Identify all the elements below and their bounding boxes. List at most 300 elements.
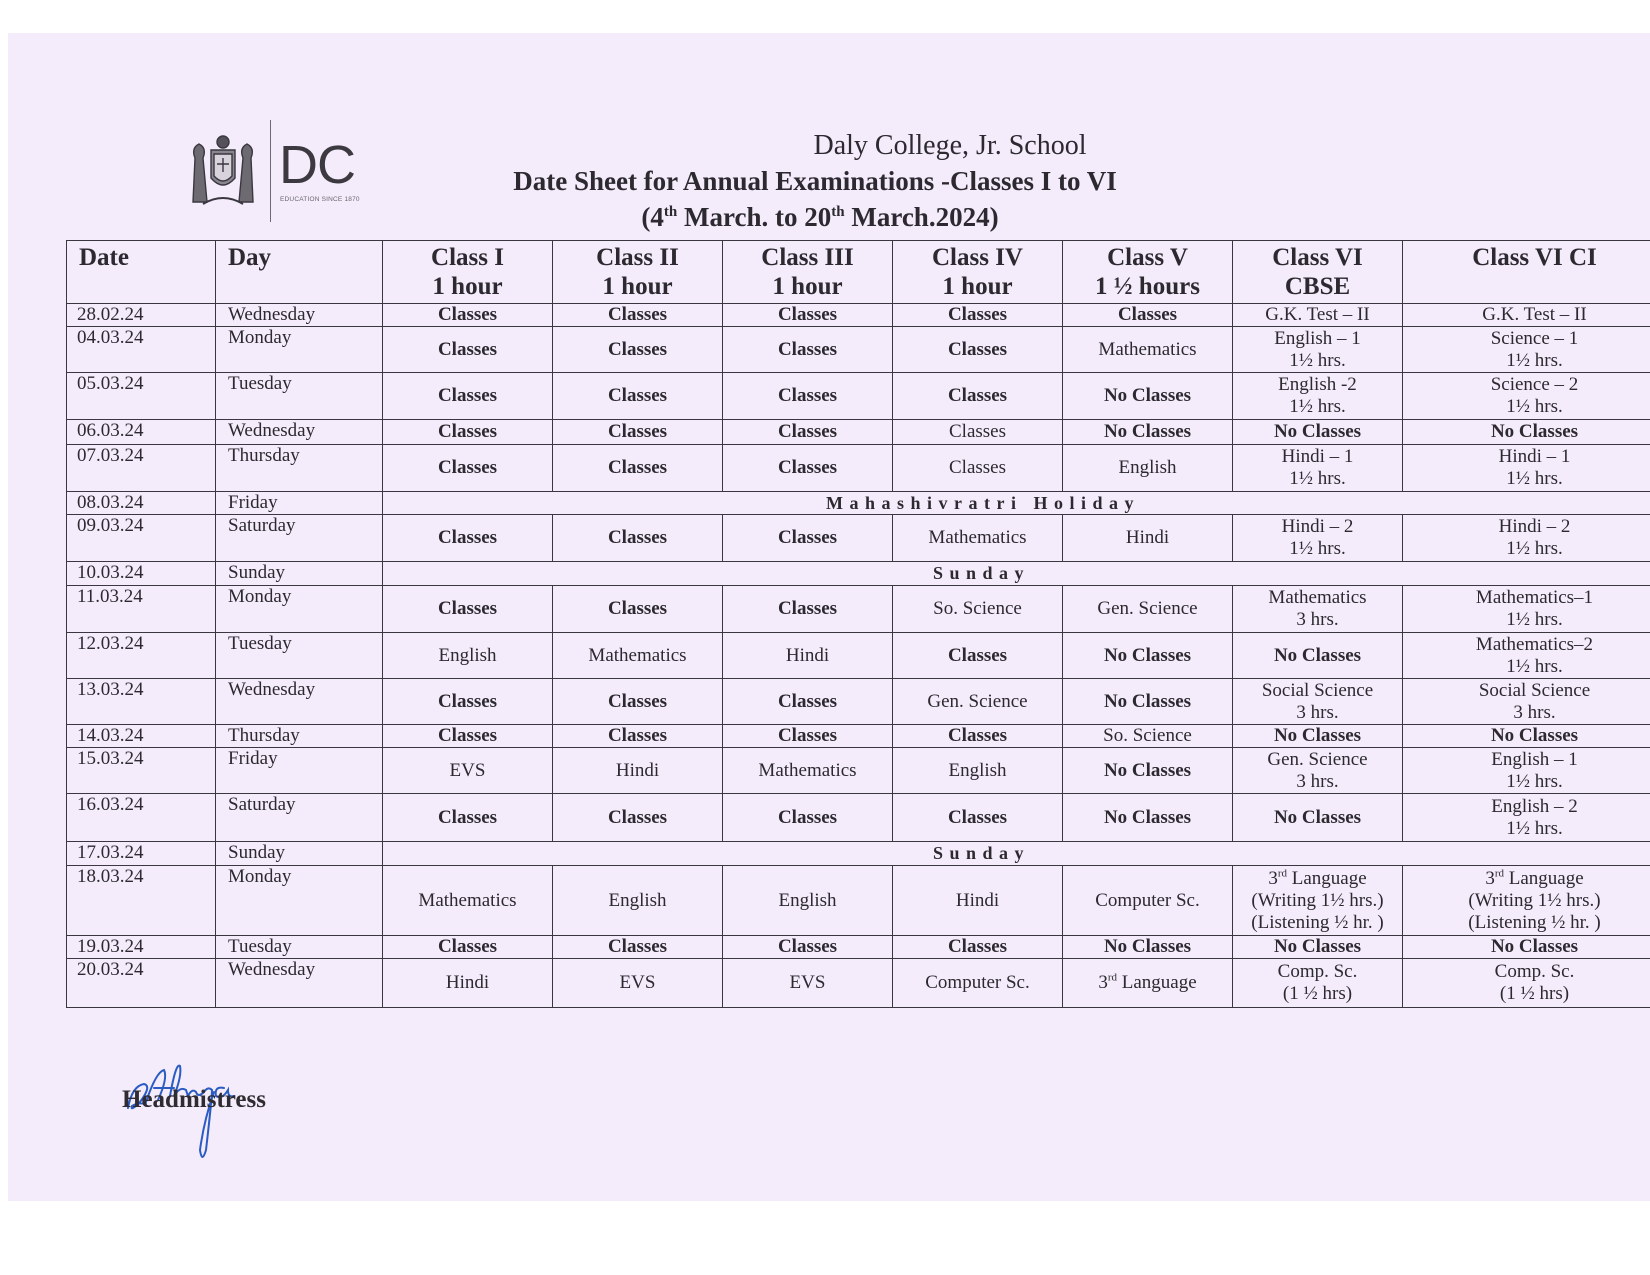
exam-cell-line: Classes <box>947 338 1008 360</box>
column-header <box>553 241 723 304</box>
exam-cell <box>723 748 893 794</box>
exam-cell <box>723 959 893 1008</box>
exam-cell <box>723 445 893 492</box>
exam-cell-line: English <box>438 644 497 666</box>
exam-cell-line: 1½ hrs. <box>1506 468 1563 489</box>
exam-cell-line: Mathematics <box>1268 587 1367 608</box>
day-cell: Thursday <box>216 725 383 748</box>
column-title: Date <box>79 244 129 271</box>
exam-cell <box>383 327 553 373</box>
exam-cell-line: Science – 1 <box>1490 327 1579 349</box>
exam-cell-line: Classes <box>777 527 838 548</box>
exam-cell <box>1233 748 1403 794</box>
day-cell: Monday <box>216 866 383 936</box>
exam-cell <box>383 586 553 633</box>
exam-cell <box>383 679 553 725</box>
exam-cell-line: Hindi <box>615 759 660 781</box>
exam-cell-line: G.K. Test – II <box>1482 304 1587 325</box>
column-duration: 1 ½ hours <box>1095 273 1200 300</box>
exam-cell <box>723 794 893 842</box>
exam-cell <box>1063 445 1233 492</box>
exam-cell <box>1403 327 1650 373</box>
exam-cell <box>553 586 723 633</box>
exam-cell <box>553 445 723 492</box>
exam-cell-line: English <box>948 759 1007 781</box>
table-row <box>67 842 1650 866</box>
exam-cell <box>1233 327 1403 373</box>
exam-cell-line: Hindi – 1 <box>1281 446 1354 467</box>
exam-period: (4th March. to 20th March.2024) <box>641 202 999 232</box>
exam-cell <box>383 959 553 1008</box>
exam-cell <box>723 327 893 373</box>
column-title: Class III <box>761 244 854 271</box>
exam-cell <box>893 936 1063 959</box>
exam-cell-line: Classes <box>607 806 668 828</box>
exam-cell-line: Classes <box>777 338 838 360</box>
exam-cell-line: Computer Sc. <box>1095 889 1200 911</box>
exam-cell <box>1063 633 1233 679</box>
exam-cell <box>1063 304 1233 327</box>
exam-cell <box>383 725 553 748</box>
exam-cell <box>893 304 1063 327</box>
exam-cell <box>1063 586 1233 633</box>
exam-cell-line: Classes <box>777 936 838 957</box>
day-cell: Wednesday <box>216 420 383 445</box>
exam-cell <box>893 679 1063 725</box>
exam-cell-line: Classes <box>437 457 498 478</box>
exam-cell <box>893 794 1063 842</box>
exam-cell-line: Classes <box>777 385 838 406</box>
table-row <box>67 562 1650 586</box>
exam-cell <box>1233 633 1403 679</box>
date-cell: 11.03.24 <box>67 586 216 633</box>
exam-cell-line: Classes <box>607 304 668 325</box>
exam-cell <box>1233 959 1403 1008</box>
column-header <box>1063 241 1233 304</box>
day-cell: Wednesday <box>216 679 383 725</box>
exam-cell <box>1233 515 1403 562</box>
exam-cell <box>723 725 893 748</box>
exam-cell-line: Classes <box>777 806 838 828</box>
exam-cell-line: 1½ hrs. <box>1506 609 1563 630</box>
exam-cell <box>1233 936 1403 959</box>
table-row <box>67 679 1650 725</box>
exam-cell <box>1063 794 1233 842</box>
exam-cell-line: Classes <box>437 936 498 957</box>
exam-cell-line: 1½ hrs. <box>1506 655 1563 677</box>
logo-tagline: EDUCATION SINCE 1870 <box>280 196 360 203</box>
exam-cell <box>553 959 723 1008</box>
column-header <box>1233 241 1403 304</box>
exam-cell-line: Social Science <box>1478 679 1591 701</box>
column-header <box>67 241 216 304</box>
exam-cell <box>383 304 553 327</box>
exam-cell <box>893 586 1063 633</box>
exam-cell-line: Mathematics–2 <box>1475 633 1594 655</box>
column-duration: 1 hour <box>772 273 843 300</box>
date-cell: 06.03.24 <box>67 420 216 445</box>
exam-cell-line: Hindi – 1 <box>1498 446 1571 467</box>
school-name: Daly College, Jr. School <box>813 130 1087 161</box>
day-cell: Monday <box>216 327 383 373</box>
exam-cell <box>1403 866 1650 936</box>
exam-cell-line: (1 ½ hrs) <box>1499 983 1570 1004</box>
exam-cell-line: No Classes <box>1490 936 1579 957</box>
exam-cell <box>383 515 553 562</box>
column-title: Day <box>228 244 272 271</box>
exam-cell-line: No Classes <box>1273 806 1362 828</box>
table-row <box>67 794 1650 842</box>
exam-cell-line: Classes <box>777 457 838 478</box>
exam-cell-line: 1½ hrs. <box>1289 349 1346 371</box>
day-cell: Tuesday <box>216 936 383 959</box>
exam-cell-line: So. Science <box>933 598 1022 619</box>
exam-cell-line: 3 hrs. <box>1296 701 1339 723</box>
logo-wordmark: DC <box>279 135 355 195</box>
exam-cell-line: Classes <box>777 690 838 712</box>
column-header <box>1403 241 1650 304</box>
exam-cell-line: Classes <box>777 725 838 746</box>
day-cell: Monday <box>216 586 383 633</box>
exam-cell-line: (Writing 1½ hrs.) <box>1468 889 1601 911</box>
table-row <box>67 866 1650 936</box>
exam-cell-line: No Classes <box>1273 936 1362 957</box>
exam-cell-line: Classes <box>437 725 498 746</box>
column-title: Class V <box>1107 244 1188 271</box>
exam-cell-line: Science – 2 <box>1490 374 1579 395</box>
exam-cell-line: 1½ hrs. <box>1289 468 1346 489</box>
table-header-row <box>67 241 1650 304</box>
table-row <box>67 959 1650 1008</box>
date-cell: 28.02.24 <box>67 304 216 327</box>
exam-cell-line: 1½ hrs. <box>1289 538 1346 559</box>
exam-cell <box>553 327 723 373</box>
exam-cell <box>893 748 1063 794</box>
exam-cell <box>1063 327 1233 373</box>
exam-cell-line: No Classes <box>1490 725 1579 746</box>
exam-cell <box>383 936 553 959</box>
date-cell: 13.03.24 <box>67 679 216 725</box>
exam-cell <box>1063 725 1233 748</box>
exam-cell-line: Hindi – 2 <box>1498 516 1571 537</box>
exam-cell-line: No Classes <box>1273 644 1362 666</box>
day-cell: Saturday <box>216 515 383 562</box>
exam-cell-line: Classes <box>947 644 1008 666</box>
exam-cell-line: 3 hrs. <box>1296 609 1339 630</box>
exam-cell <box>893 633 1063 679</box>
exam-cell-line: 1½ hrs. <box>1506 538 1563 559</box>
exam-cell-line: Classes <box>607 936 668 957</box>
exam-cell <box>893 373 1063 420</box>
exam-cell-line: Gen. Science <box>927 690 1028 712</box>
exam-cell-line: (1 ½ hrs) <box>1282 983 1353 1004</box>
exam-cell-line: Classes <box>437 598 498 619</box>
date-cell: 12.03.24 <box>67 633 216 679</box>
exam-cell-line: Classes <box>607 598 668 619</box>
exam-cell-line: 3 hrs. <box>1513 701 1556 723</box>
exam-cell-line: Mathematics <box>758 759 857 781</box>
date-cell: 19.03.24 <box>67 936 216 959</box>
exam-cell <box>1233 866 1403 936</box>
exam-cell <box>723 515 893 562</box>
exam-cell-line: Mathematics <box>1098 338 1197 360</box>
exam-cell-line: English <box>608 889 667 911</box>
exam-cell <box>723 586 893 633</box>
exam-cell-line: EVS <box>789 972 826 993</box>
exam-cell-line: Hindi <box>445 972 490 993</box>
exam-cell-line: No Classes <box>1103 421 1192 442</box>
exam-cell <box>1063 866 1233 936</box>
exam-cell <box>893 866 1063 936</box>
exam-cell <box>553 936 723 959</box>
exam-cell <box>723 420 893 445</box>
day-cell: Friday <box>216 748 383 794</box>
exam-cell <box>383 866 553 936</box>
exam-cell-line: Classes <box>947 304 1008 325</box>
exam-cell-line: 1½ hrs. <box>1506 817 1563 839</box>
date-cell: 14.03.24 <box>67 725 216 748</box>
exam-cell-line: Classes <box>947 806 1008 828</box>
exam-cell <box>1233 304 1403 327</box>
exam-cell <box>553 679 723 725</box>
exam-cell <box>1403 586 1650 633</box>
table-body <box>67 304 1650 1008</box>
day-cell: Sunday <box>216 562 383 586</box>
document-title: Date Sheet for Annual Examinations -Classes I to VI <box>513 166 1117 196</box>
exam-cell <box>383 373 553 420</box>
exam-cell <box>893 327 1063 373</box>
exam-cell-line: English – 2 <box>1491 795 1578 817</box>
exam-cell-line: (Writing 1½ hrs.) <box>1251 889 1384 911</box>
exam-cell <box>1403 936 1650 959</box>
exam-cell <box>723 936 893 959</box>
exam-cell-line: 3rd Language <box>1268 867 1367 889</box>
exam-cell-line: Classes <box>777 421 838 442</box>
exam-cell-line: Classes <box>437 421 498 442</box>
exam-cell <box>1403 515 1650 562</box>
column-header <box>893 241 1063 304</box>
day-cell: Wednesday <box>216 959 383 1008</box>
exam-cell <box>1063 373 1233 420</box>
column-title: Class II <box>596 244 679 271</box>
exam-cell-line: Classes <box>949 421 1006 442</box>
exam-cell <box>723 866 893 936</box>
exam-cell <box>1403 679 1650 725</box>
exam-cell-line: 1½ hrs. <box>1506 396 1563 417</box>
column-header <box>216 241 383 304</box>
exam-cell <box>1063 748 1233 794</box>
exam-cell-line: Classes <box>607 421 668 442</box>
exam-cell-line: Hindi <box>785 644 830 666</box>
table-row <box>67 373 1650 420</box>
exam-cell-line: Classes <box>607 725 668 746</box>
table-row <box>67 725 1650 748</box>
exam-cell-line: No Classes <box>1490 421 1579 442</box>
exam-cell <box>553 866 723 936</box>
exam-cell-line: Computer Sc. <box>925 972 1030 993</box>
exam-cell <box>1403 633 1650 679</box>
exam-cell <box>1403 725 1650 748</box>
exam-cell <box>553 633 723 679</box>
exam-cell <box>1233 794 1403 842</box>
exam-cell-line: Classes <box>437 806 498 828</box>
exam-cell-line: Classes <box>437 527 498 548</box>
exam-cell <box>553 304 723 327</box>
exam-cell <box>1233 586 1403 633</box>
signatory-title: Headmistress <box>122 1086 266 1113</box>
exam-cell-line: (Listening ½ hr. ) <box>1251 911 1384 933</box>
column-title: Class VI <box>1272 244 1363 271</box>
table-row <box>67 633 1650 679</box>
column-header <box>383 241 553 304</box>
holiday-banner: Mahashivratri Holiday <box>383 492 1650 515</box>
date-cell: 08.03.24 <box>67 492 216 515</box>
exam-cell-line: Mathematics <box>928 527 1027 548</box>
exam-cell-line: English – 1 <box>1274 327 1361 349</box>
date-cell: 18.03.24 <box>67 866 216 936</box>
column-header <box>723 241 893 304</box>
exam-cell-line: No Classes <box>1103 690 1192 712</box>
exam-cell-line: G.K. Test – II <box>1265 304 1370 325</box>
exam-cell-line: Classes <box>607 690 668 712</box>
exam-cell-line: Social Science <box>1261 679 1374 701</box>
exam-cell-line: No Classes <box>1273 725 1362 746</box>
exam-cell-line: No Classes <box>1103 644 1192 666</box>
exam-cell-line: Classes <box>947 725 1008 746</box>
exam-cell <box>1233 373 1403 420</box>
exam-cell <box>1063 420 1233 445</box>
exam-cell <box>383 794 553 842</box>
exam-cell <box>1403 304 1650 327</box>
exam-cell-line: EVS <box>619 972 656 993</box>
column-title: Class IV <box>932 244 1023 271</box>
exam-cell-line: Mathematics <box>588 644 687 666</box>
exam-cell-line: Mathematics–1 <box>1475 587 1594 608</box>
exam-cell-line: 3rd Language <box>1485 867 1584 889</box>
table-row <box>67 936 1650 959</box>
exam-cell <box>553 420 723 445</box>
exam-cell-line: Classes <box>949 457 1006 478</box>
exam-cell-line: Comp. Sc. <box>1494 961 1575 982</box>
exam-cell <box>553 794 723 842</box>
exam-cell-line: English <box>778 889 837 911</box>
exam-cell <box>553 515 723 562</box>
exam-cell <box>383 445 553 492</box>
date-cell: 04.03.24 <box>67 327 216 373</box>
exam-cell-line: No Classes <box>1103 385 1192 406</box>
exam-cell <box>1063 936 1233 959</box>
table-row <box>67 304 1650 327</box>
date-cell: 15.03.24 <box>67 748 216 794</box>
exam-cell <box>1233 420 1403 445</box>
table-row <box>67 515 1650 562</box>
exam-cell <box>893 445 1063 492</box>
exam-cell-line: Gen. Science <box>1267 748 1368 770</box>
column-duration: CBSE <box>1284 273 1351 300</box>
day-cell: Tuesday <box>216 373 383 420</box>
sunday-banner: Sunday <box>383 842 1650 866</box>
date-sheet-table <box>66 240 1650 1008</box>
exam-cell <box>553 725 723 748</box>
exam-cell <box>1063 959 1233 1008</box>
exam-cell-line: Hindi <box>955 889 1000 911</box>
exam-cell-line: EVS <box>449 759 486 781</box>
exam-cell-line: 1½ hrs. <box>1506 770 1563 792</box>
exam-cell <box>553 373 723 420</box>
column-title: Class I <box>431 244 504 271</box>
exam-cell-line: No Classes <box>1103 806 1192 828</box>
exam-cell <box>893 959 1063 1008</box>
exam-cell-line: No Classes <box>1103 936 1192 957</box>
exam-cell-line: Classes <box>437 338 498 360</box>
day-cell: Wednesday <box>216 304 383 327</box>
exam-cell <box>1403 959 1650 1008</box>
exam-cell <box>723 304 893 327</box>
column-duration: 1 hour <box>942 273 1013 300</box>
column-title: Class VI CI <box>1472 244 1597 271</box>
exam-cell-line: Classes <box>777 598 838 619</box>
exam-cell <box>723 373 893 420</box>
exam-cell <box>723 679 893 725</box>
date-cell: 05.03.24 <box>67 373 216 420</box>
date-cell: 20.03.24 <box>67 959 216 1008</box>
exam-cell-line: Classes <box>607 385 668 406</box>
column-duration: 1 hour <box>602 273 673 300</box>
exam-cell-line: No Classes <box>1103 759 1192 781</box>
sunday-banner: Sunday <box>383 562 1650 586</box>
table-row <box>67 445 1650 492</box>
exam-cell-line: English -2 <box>1278 374 1357 395</box>
exam-cell <box>1403 373 1650 420</box>
exam-cell-line: Hindi <box>1125 527 1170 548</box>
exam-cell-line: Classes <box>947 385 1008 406</box>
exam-cell-line: 1½ hrs. <box>1289 396 1346 417</box>
day-cell: Saturday <box>216 794 383 842</box>
exam-cell-line: So. Science <box>1103 725 1192 746</box>
exam-cell-line: English <box>1118 457 1177 478</box>
table-row <box>67 748 1650 794</box>
exam-cell-line: Classes <box>437 690 498 712</box>
date-cell: 16.03.24 <box>67 794 216 842</box>
exam-cell <box>1403 794 1650 842</box>
day-cell: Thursday <box>216 445 383 492</box>
exam-cell <box>893 515 1063 562</box>
table-row <box>67 492 1650 515</box>
exam-cell-line: Classes <box>777 304 838 325</box>
exam-cell-line: Classes <box>1117 304 1178 325</box>
exam-cell-line: Classes <box>607 527 668 548</box>
exam-cell-line: Classes <box>607 457 668 478</box>
exam-cell <box>1233 679 1403 725</box>
table-row <box>67 327 1650 373</box>
exam-cell <box>383 633 553 679</box>
table-row <box>67 586 1650 633</box>
exam-cell-line: Classes <box>437 304 498 325</box>
exam-cell <box>1233 445 1403 492</box>
exam-cell <box>893 420 1063 445</box>
column-duration: 1 hour <box>432 273 503 300</box>
exam-cell <box>1403 445 1650 492</box>
exam-cell-line: Classes <box>437 385 498 406</box>
exam-cell <box>1063 515 1233 562</box>
date-cell: 09.03.24 <box>67 515 216 562</box>
exam-cell <box>723 633 893 679</box>
exam-cell <box>1233 725 1403 748</box>
exam-cell-line: No Classes <box>1273 421 1362 442</box>
exam-cell <box>383 748 553 794</box>
exam-cell-line: Classes <box>947 936 1008 957</box>
exam-cell-line: Comp. Sc. <box>1277 961 1358 982</box>
